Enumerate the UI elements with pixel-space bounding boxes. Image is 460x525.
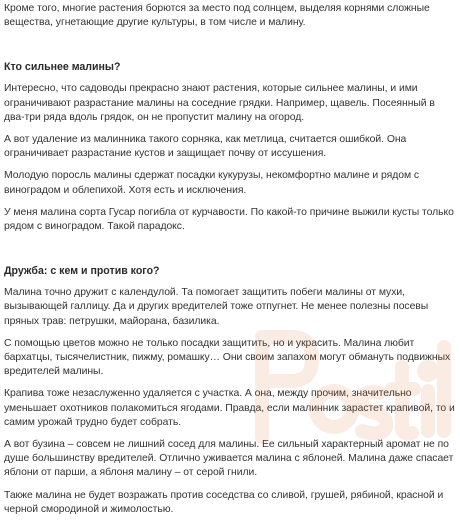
paragraph: С помощью цветов можно не только посадки защитить, но и украсить. Малина любит бархатцы, тысячелистник, пижму, ромашку… Они своим запахом могут обмануть подвижных вредителей малины.	[4, 337, 451, 378]
section-heading-stronger: Кто сильнее малины?	[4, 61, 121, 74]
paragraph: А вот бузина – совсем не лишний сосед для малины. Ее сильный характерный аромат не по душе большинству вредителей. Отлично уживается малина с яблоней. Малина даже спасает яблони от парши, а яблоня малину – от серой гнили.	[4, 439, 454, 479]
paragraph: Крапива тоже незаслуженно удаляется с участка. А она, между прочим, значительно уменьшает охотников полакомиться ягодами. Правда, если малинник зарастет крапивой, то и самим урожай трудно будет собрать.	[4, 388, 455, 428]
paragraph: Интересно, что садоводы прекрасно знают растения, которые сильнее малины, и ими ограничивают разрастание малины на соседние грядки. Например, щавель. Посеянный в два-три ряда вдоль грядок, он не пропустит малину на огород.	[4, 83, 435, 123]
paragraph: Молодую поросль малины сдержат посадки кукурузы, некомфортно малине и рядом с виноградом и облепихой. Хотя есть и исключения.	[4, 170, 420, 196]
paragraph: У меня малина сорта Гусар погибла от курчавости. По какой-то причине выжили кусты только рядом с виноградом. Такой парадокс.	[4, 206, 454, 233]
article	[4, 0, 456, 525]
paragraph: А вот удаление из малинника такого сорняка, как метлица, считается ошибкой. Она ограничивает разрастание кустов и защищает почву от иссушения.	[4, 134, 407, 160]
paragraph: Также малина не будет возражать против соседства со сливой, грушей, рябиной, красной и черной смородиной и жимолостью.	[4, 489, 444, 515]
paragraph: Малина точно дружит с календулой. Та помогает защитить побеги малины от мухи, вызывающей галлицу. Да и других вредителей тоже отпугнет. Не менее полезны посевы пряных трав: петрушки, майорана, базилика.	[4, 287, 429, 327]
intro-paragraph: Кроме того, многие растения борются за место под солнцем, выделяя корнями сложные вещества, угнетающие другие культуры, в том числе и малину.	[4, 3, 430, 29]
spacer	[4, 242, 456, 264]
spacer	[4, 38, 456, 60]
section-heading-friendship: Дружба: с кем и против кого?	[4, 265, 160, 278]
